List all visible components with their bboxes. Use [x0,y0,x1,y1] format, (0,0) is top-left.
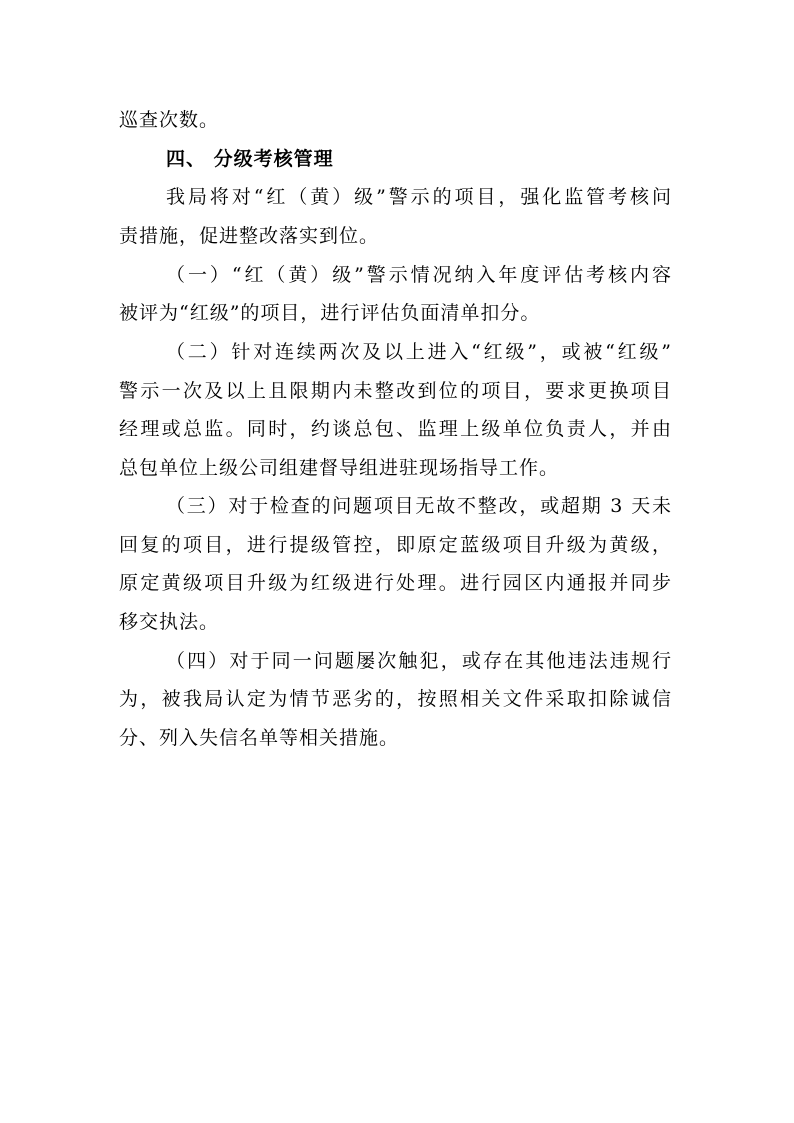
paragraph-line: 总包单位上级公司组建督导组进驻现场指导工作。 [119,457,560,479]
paragraph-line: 分、列入失信名单等相关措施。 [119,727,400,749]
section-heading: 四、 分级考核管理 [166,148,334,170]
paragraph-line: （一）“红（黄）级”警示情况纳入年度评估考核内容 [166,264,672,286]
paragraph-line: 警示一次及以上且限期内未整改到位的项目，要求更换项目 [119,380,672,402]
paragraph-line: （四）对于同一问题屡次触犯，或存在其他违法违规行 [166,650,672,672]
paragraph-line: （二）针对连续两次及以上进入“红级”，或被“红级” [166,341,672,363]
paragraph-line: 原定黄级项目升级为红级进行处理。进行园区内通报并同步 [119,572,672,594]
paragraph-line: 经理或总监。同时，约谈总包、监理上级单位负责人，并由 [119,418,672,440]
paragraph-line: 移交执法。 [119,611,220,633]
paragraph-line: 我局将对“红（黄）级”警示的项目，强化监管考核问 [166,186,672,208]
paragraph-line: 责措施，促进整改落实到位。 [119,225,380,247]
paragraph-line: 回复的项目，进行提级管控，即原定蓝级项目升级为黄级， [119,534,672,556]
paragraph-line: （三）对于检查的问题项目无故不整改，或超期 3 天未 [166,495,672,517]
paragraph-line: 被评为“红级”的项目，进行评估负面清单扣分。 [119,302,541,324]
paragraph-line: 为，被我局认定为情节恶劣的，按照相关文件采取扣除诚信 [119,688,672,710]
paragraph-line: 巡查次数。 [119,109,220,131]
